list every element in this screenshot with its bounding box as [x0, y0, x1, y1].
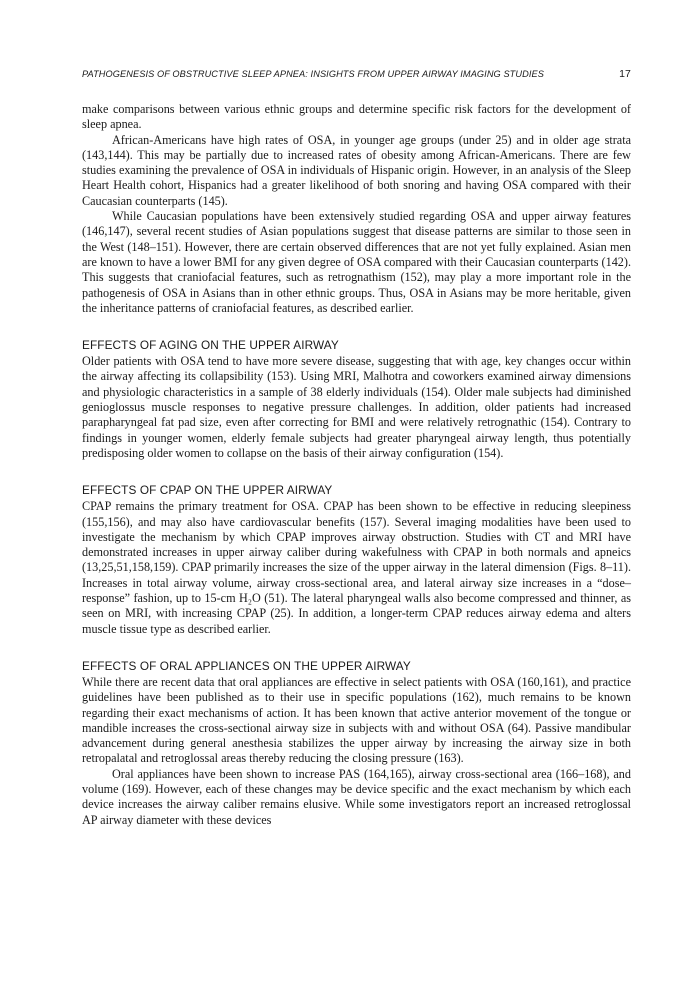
section-heading-aging: EFFECTS OF AGING ON THE UPPER AIRWAY — [82, 338, 339, 353]
running-title: PATHOGENESIS OF OBSTRUCTIVE SLEEP APNEA: INSIGHTS FROM UPPER AIRWAY IMAGING STUDIES — [82, 69, 544, 79]
section-heading-oral-appliances: EFFECTS OF ORAL APPLIANCES ON THE UPPER AIRWAY — [82, 658, 411, 673]
running-header — [82, 68, 631, 80]
body-text — [82, 102, 631, 828]
page-number: 17 — [619, 68, 631, 80]
paragraph-oral-appliances-2: Oral appliances have been shown to increase PAS (164,165), airway cross-sectional area (166–168), and volume (169). However, each of these changes may be device specific and the exact mechanism by which each device increases the airway caliber remains elusive. While some investigators report an increased retroglossal AP airway diameter with these devices — [82, 766, 631, 827]
paragraph-african-americans: African-Americans have high rates of OSA, in younger age groups (under 25) and in older age strata (143,144). This may be partially due to increased rates of obesity among African-Americans. There are few studies examining the prevalence of OSA in individuals of Hispanic origin. However, in an analysis of the Sleep Heart Health cohort, Hispanics had a greater likelihood of both snoring and having OSA compared with their Caucasian counterparts (145). — [82, 132, 631, 208]
paragraph-oral-appliances-1: While there are recent data that oral appliances are effective in select patients with OSA (160,161), and practice guidelines have been published as to their use in specific populations (162), much remains to be known regarding their exact mechanisms of action. It has been known that active anterior movement of the tongue or mandible increases the cross-sectional airway size in subjects with and without OSA (64). Passive mandibular advancement during general anesthesia stabilizes the upper airway by increasing the airway size in both retropalatal and retroglossal areas thereby reducing the closing pressure (163). — [82, 674, 631, 766]
paragraph-continued: make comparisons between various ethnic groups and determine specific risk factors for the development of sleep apnea. — [82, 102, 631, 132]
paragraph-aging: Older patients with OSA tend to have more severe disease, suggesting that with age, key changes occur within the airway affecting its collapsibility (153). Using MRI, Malhotra and coworkers examined airway dimensions and physiologic characteristics in a sample of 38 elderly individuals (154). Older male subjects had diminished genioglossus muscle responses to negative pressure challenges. In addition, older patients had increased parapharyngeal fat pad size, even after correcting for BMI and were relatively retrognathic (154). Contrary to findings in younger women, elderly female subjects had greater pharyngeal airway length, thus potentially predisposing older women to collapse on the basis of their airway configuration (154). — [82, 354, 631, 460]
paragraph-cpap: CPAP remains the primary treatment for OSA. CPAP has been shown to be effective in reducing sleepiness (155,156), and may also have cardiovascular benefits (157). Several imaging modalities have been used to investigate the mechanism by which CPAP improves airway obstruction. Studies with CT and MRI have demonstrated increases in upper airway caliber during wakefulness with CPAP in both normals and apneics (13,25,51,158,159). CPAP primarily increases the size of the upper airway in the lateral dimension (Figs. 8–11). Increases in total airway volume, airway cross-sectional area, and lateral airway size increases in a “dose–response” fashion, up to 15-cm H₂O (51). The lateral pharyngeal walls also become compressed and thinner, as seen on MRI, with increasing CPAP (25). In addition, a longer-term CPAP reduces airway edema and alters muscle tissue type as described earlier. — [82, 499, 631, 636]
paragraph-asian-populations: While Caucasian populations have been extensively studied regarding OSA and upper airway features (146,147), several recent studies of Asian populations suggest that disease patterns are similar to those seen in the West (148–151). However, there are certain observed differences that are not yet fully explained. Asian men are known to have a lower BMI for any given degree of OSA compared with their Caucasian counterparts (142). This suggests that craniofacial features, such as retrognathism (152), may play a more important role in the pathogenesis of OSA in Asians than in other ethnic groups. Thus, OSA in Asians may be more heritable, given the inheritance patterns of craniofacial features, as described earlier. — [82, 209, 631, 315]
section-heading-cpap: EFFECTS OF CPAP ON THE UPPER AIRWAY — [82, 483, 333, 498]
page — [82, 68, 631, 828]
